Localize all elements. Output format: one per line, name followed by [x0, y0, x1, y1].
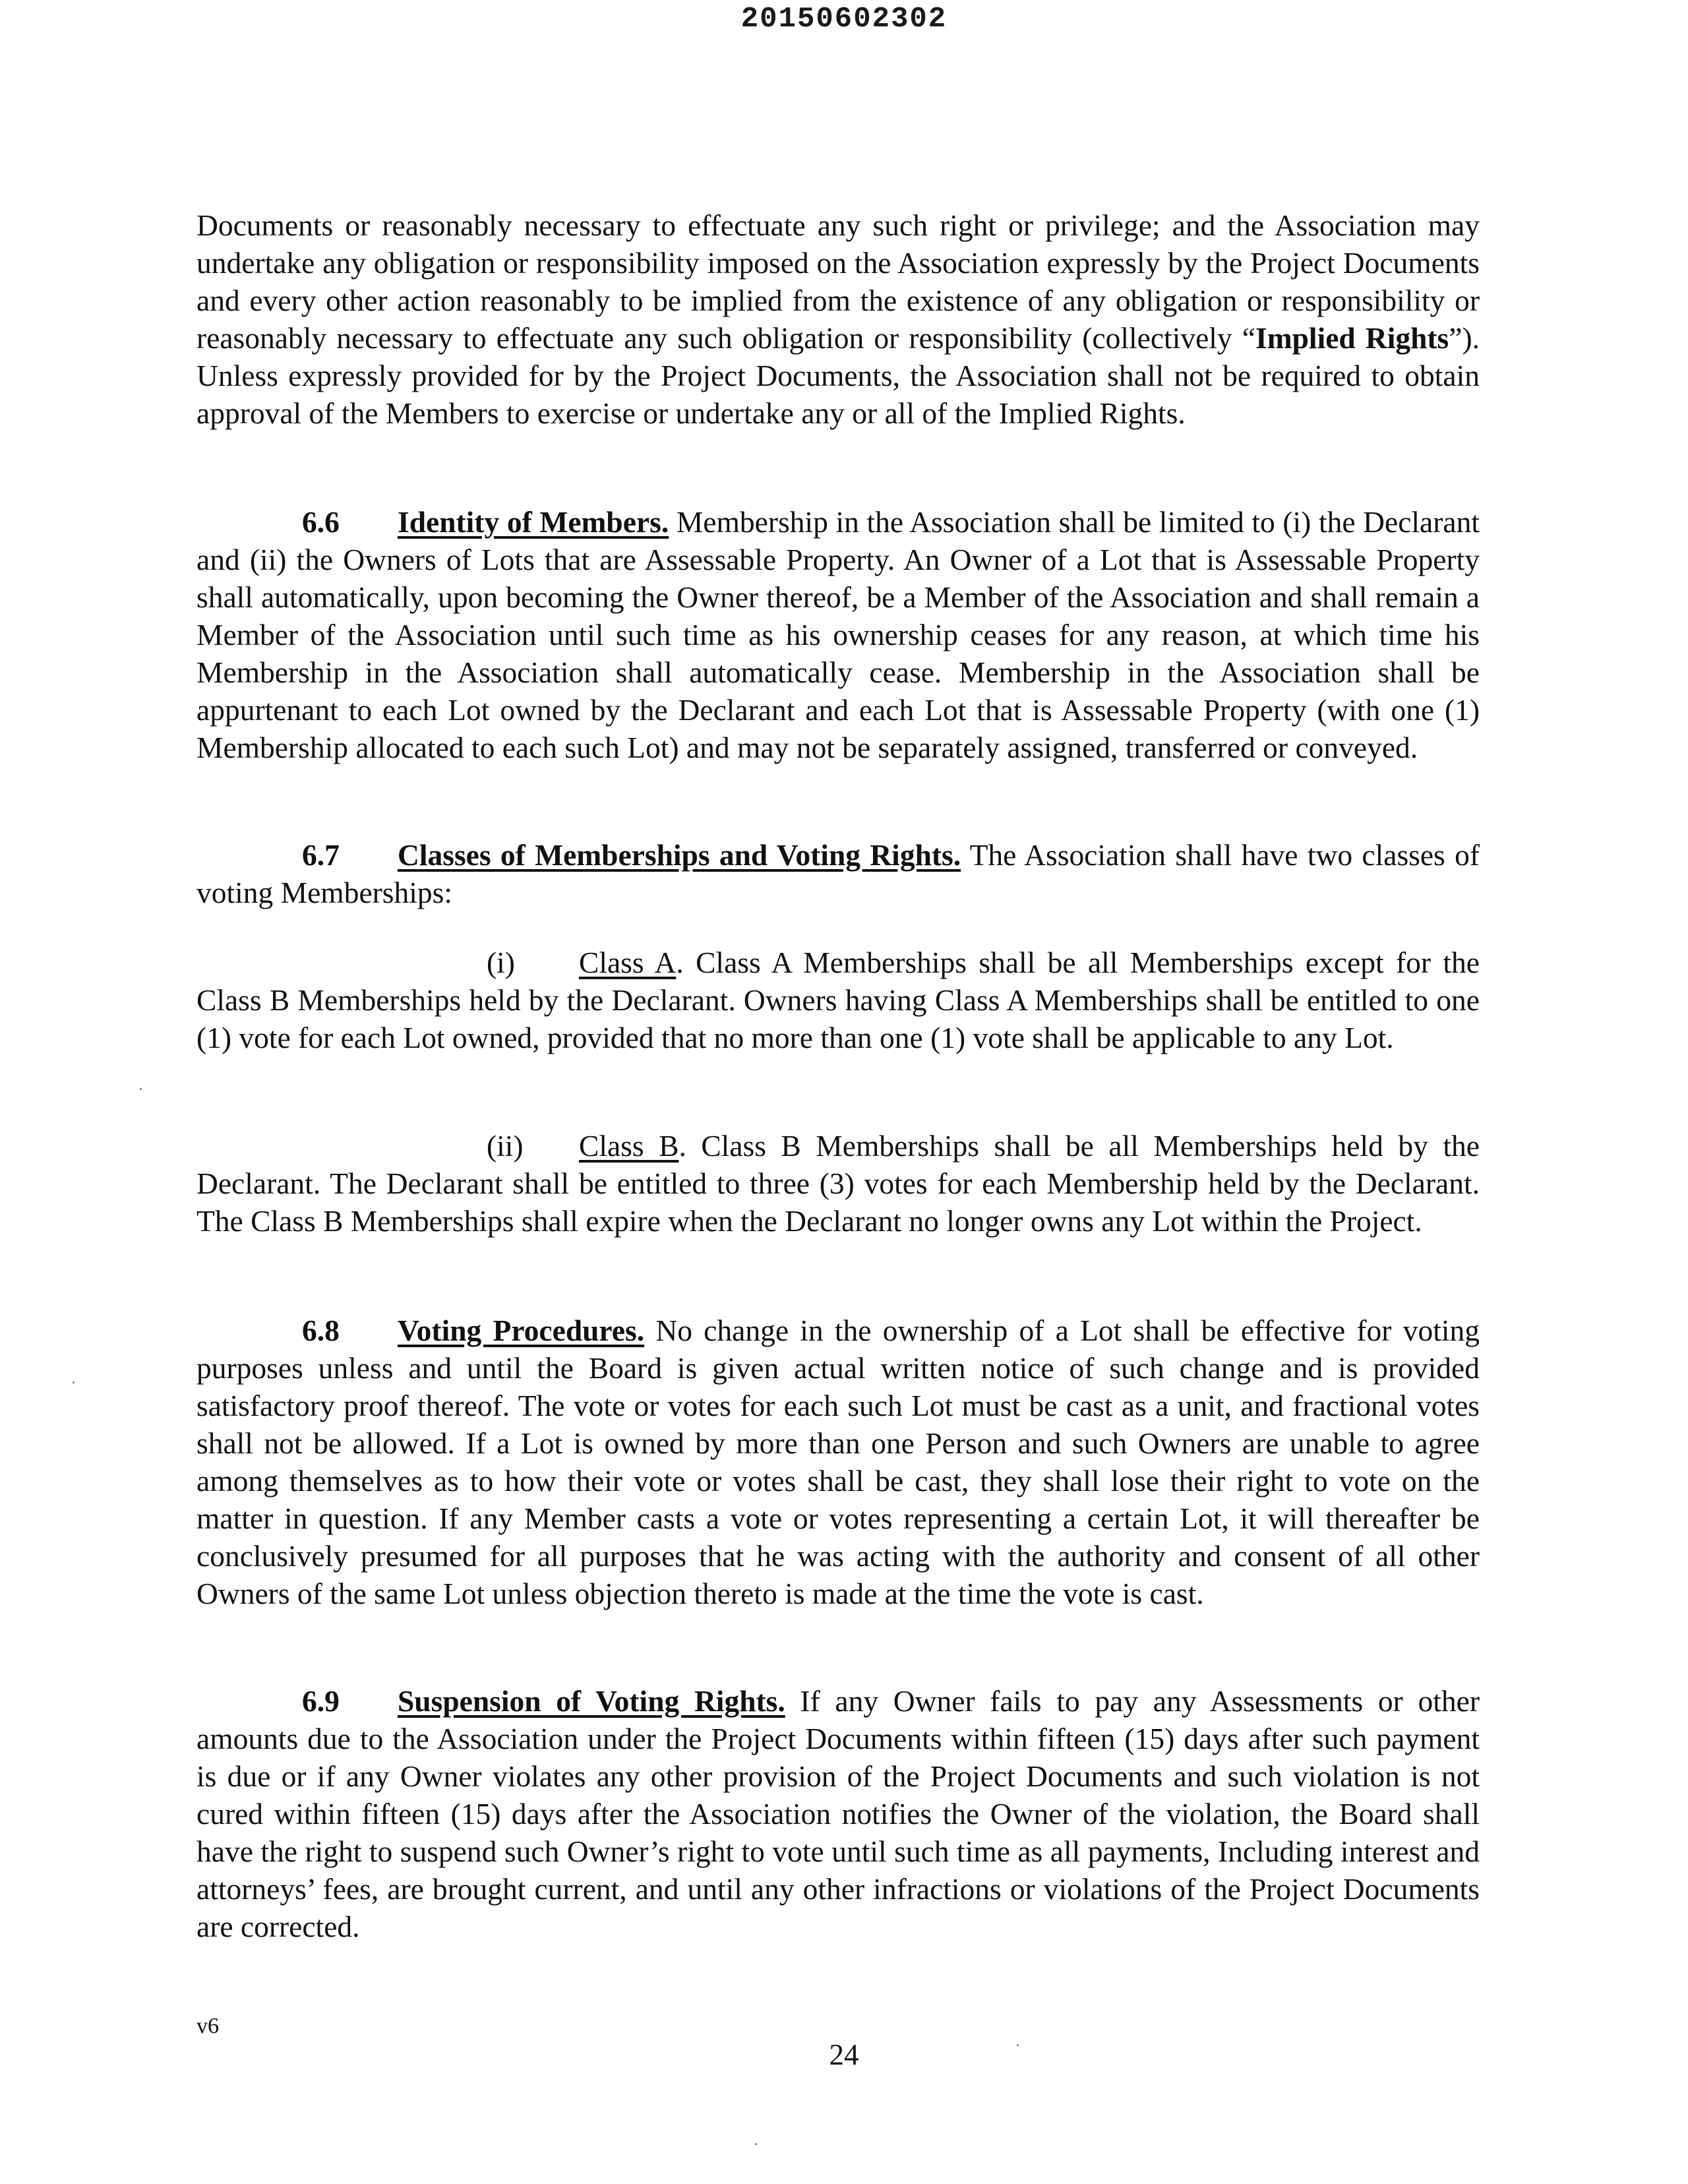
version-label: v6: [196, 2014, 219, 2038]
scan-speck: [1017, 2044, 1019, 2046]
section-text: No change in the ownership of a Lot shall be effective for voting purposes unless and until the Board is given actual written notice of such change and is provided satisfactory proof thereof. The vote or votes for each such Lot must be cast as a unit, and fractional votes shall not be allowed. If a Lot is owned by more than one Person and such Owners are unable to agree among themselves as to how their vote or votes shall be cast, they shall lose their right to vote on the matter in question. If any Member casts a vote or votes representing a certain Lot, it will thereafter be conclusively presumed for all purposes that he was acting with the authority and consent of all other Owners of the same Lot unless objection thereto is made at the time the vote is cast.: [196, 1314, 1480, 1610]
section-6-8: [196, 1312, 1480, 1612]
implied-rights-term: Implied Rights: [1255, 321, 1449, 355]
intro-paragraph: [196, 206, 1480, 432]
document-number-stamp: 20150602302: [740, 3, 948, 36]
section-text: If any Owner fails to pay any Assessments or other amounts due to the Association under the Project Documents within fifteen (15) days after such payment is due or if any Owner violates any other provision of the Project Documents and such violation is not cured within fifteen (15) days after the Association notifies the Owner of the violation, the Board shall have the right to suspend such Owner’s right to vote until such time as all payments, Including interest and attorneys’ fees, are brought current, and until any other infractions or violations of the Project Documents are corrected.: [196, 1684, 1480, 1943]
section-text: The Association shall have two classes of voting Memberships:: [196, 838, 1480, 909]
subsection-text: . Class B Memberships shall be all Memberships held by the Declarant. The Declarant shall be entitled to three (3) votes for each Membership held by the Declarant. The Class B Memberships shall expire when the Declarant no longer owns any Lot within the Project.: [196, 1129, 1480, 1238]
page-number: 24: [829, 2038, 859, 2071]
section-number: 6.9: [302, 1684, 340, 1718]
section-6-9: [196, 1682, 1480, 1945]
class-b-paragraph: [196, 1127, 1480, 1240]
subsection-text: . Class A Memberships shall be all Memberships except for the Class B Memberships held by the Declarant. Owners having Class A Memberships shall be entitled to one (1) vote for each Lot owned, provided that no more than one (1) vote shall be applicable to any Lot.: [196, 946, 1480, 1054]
class-a-paragraph: [196, 944, 1480, 1056]
section-number: 6.6: [302, 505, 340, 539]
section-heading: Suspension of Voting Rights.: [398, 1684, 785, 1718]
section-6-7: [196, 836, 1480, 911]
section-text: Membership in the Association shall be limited to (i) the Declarant and (ii) the Owners of Lots that are Assessable Property. An Owner of a Lot that is Assessable Property shall automatically, upon becoming the Owner thereof, be a Member of the Association and shall remain a Member of the Association until such time as his ownership ceases for any reason, at which time his Membership in the Association shall automatically cease. Membership in the Association shall be appurtenant to each Lot owned by the Declarant and each Lot that is Assessable Property (with one (1) Membership allocated to each such Lot) and may not be separately assigned, transferred or conveyed.: [196, 505, 1480, 764]
subsection-number: (ii): [487, 1129, 524, 1163]
section-heading: Voting Procedures.: [398, 1314, 645, 1347]
scan-speck: [73, 1381, 75, 1383]
section-number: 6.7: [302, 838, 340, 872]
section-heading: Classes of Memberships and Voting Rights.: [398, 838, 961, 872]
intro-text-2: ”). Unless expressly provided for by the Project Documents, the Association shall not be required to obtain approval of the Members to exercise or undertake any or all of the Implied Rights.: [196, 321, 1480, 430]
subsection-label: Class B: [579, 1129, 679, 1163]
section-heading: Identity of Members.: [398, 505, 669, 539]
section-6-6: [196, 503, 1480, 766]
intro-text-1: Documents or reasonably necessary to effectuate any such right or privilege; and the Association may undertake any obligation or responsibility imposed on the Association expressly by the Project Documents and every other action reasonably to be implied from the existence of any obligation or responsibility or reasonably necessary to effectuate any such obligation or responsibility (collectively “: [196, 208, 1480, 355]
scan-speck: [140, 1088, 142, 1090]
subsection-number: (i): [487, 946, 515, 979]
subsection-label: Class A: [579, 946, 677, 979]
section-number: 6.8: [302, 1314, 340, 1347]
scan-speck: [755, 2143, 757, 2145]
